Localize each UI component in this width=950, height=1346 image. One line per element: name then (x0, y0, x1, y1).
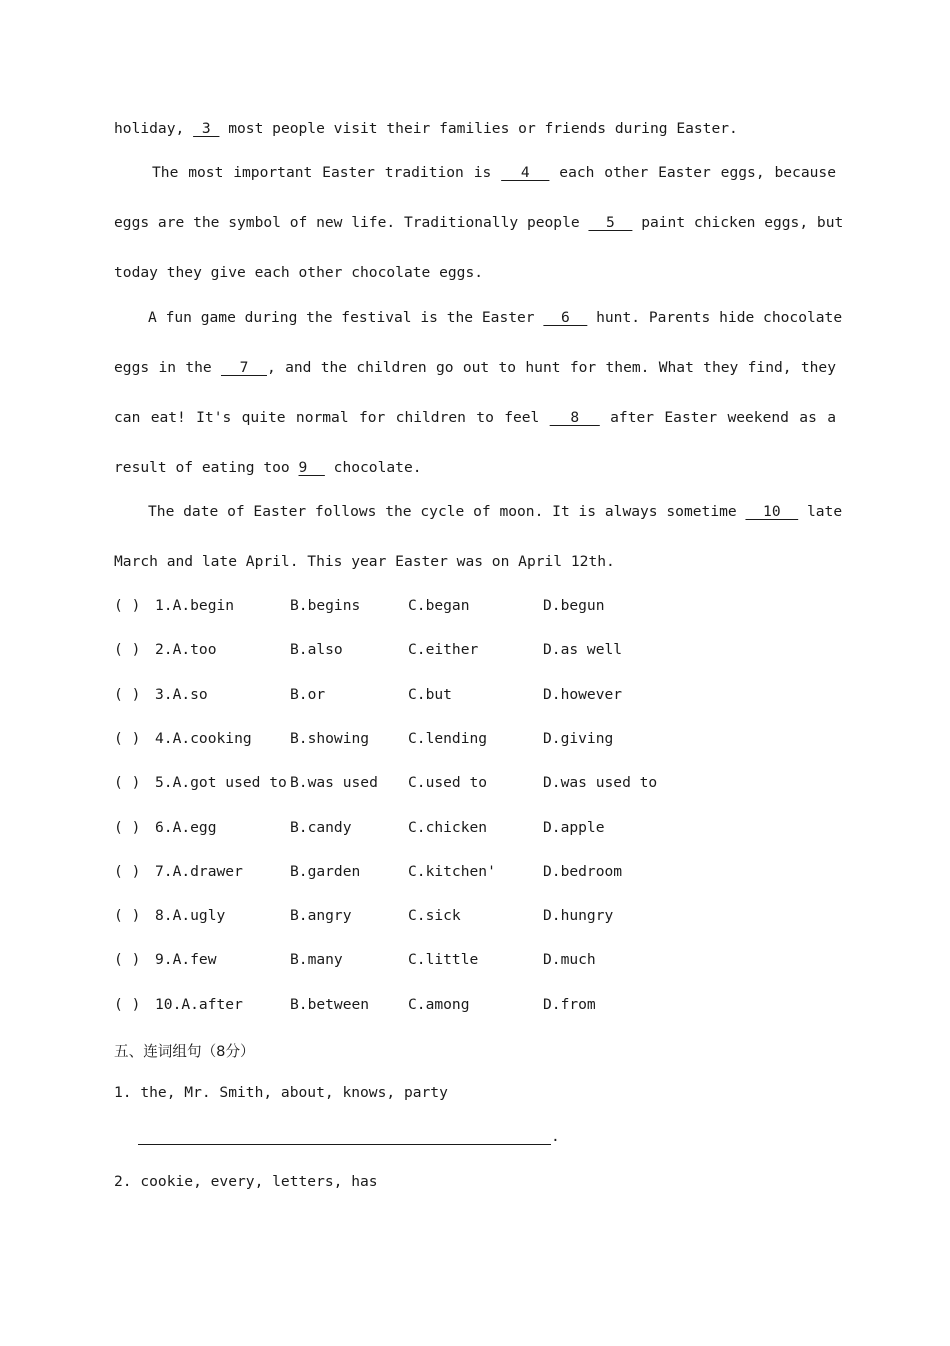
blank-3: 3 (193, 120, 220, 137)
option-b: B.or (290, 686, 326, 703)
answer-line[interactable] (138, 1144, 551, 1145)
option-b: B.between (290, 996, 370, 1013)
period-mark: . (551, 1128, 560, 1145)
option-a: 5.A.got used to (155, 774, 287, 791)
option-d: D.was used to (543, 774, 658, 791)
answer-paren[interactable]: ( ) (114, 819, 141, 836)
passage-line: holiday, 3 most people visit their families or friends during Easter. (114, 120, 738, 137)
passage-line: March and late April. This year Easter was on April 12th. (114, 553, 615, 570)
blank-5: 5 (588, 214, 633, 231)
answer-paren[interactable]: ( ) (114, 774, 141, 791)
option-c: C.lending (408, 730, 488, 747)
option-b: B.showing (290, 730, 370, 747)
section-heading: 五、连词组句（8分） (114, 1043, 255, 1060)
option-c: C.but (408, 686, 452, 703)
passage-line: The date of Easter follows the cycle of moon. It is always sometime 10 late (148, 503, 843, 520)
option-c: C.used to (408, 774, 488, 791)
option-d: D.giving (543, 730, 614, 747)
answer-paren[interactable]: ( ) (114, 686, 141, 703)
option-d: D.as well (543, 641, 623, 658)
sentence-prompt: 2. cookie, every, letters, has (114, 1173, 378, 1190)
option-c: C.among (408, 996, 470, 1013)
option-a: 1.A.begin (155, 597, 235, 614)
answer-paren[interactable]: ( ) (114, 863, 141, 880)
option-d: D.begun (543, 597, 605, 614)
answer-paren[interactable]: ( ) (114, 951, 141, 968)
passage-line: result of eating too 9 chocolate. (114, 459, 422, 476)
passage-line: today they give each other chocolate eggs. (114, 264, 484, 281)
option-a: 10.A.after (155, 996, 243, 1013)
blank-4: 4 (501, 164, 550, 181)
option-b: B.begins (290, 597, 361, 614)
option-c: C.either (408, 641, 479, 658)
answer-paren[interactable]: ( ) (114, 641, 141, 658)
passage-line: A fun game during the festival is the Easter 6 hunt. Parents hide chocolate (148, 309, 843, 326)
passage-line: The most important Easter tradition is 4 each other Easter eggs, because (152, 164, 836, 181)
option-a: 9.A.few (155, 951, 217, 968)
blank-9: 9 (298, 459, 325, 476)
option-d: D.much (543, 951, 596, 968)
option-b: B.candy (290, 819, 352, 836)
option-c: C.chicken (408, 819, 488, 836)
option-a: 6.A.egg (155, 819, 217, 836)
option-a: 4.A.cooking (155, 730, 252, 747)
option-a: 8.A.ugly (155, 907, 226, 924)
option-b: B.angry (290, 907, 352, 924)
answer-paren[interactable]: ( ) (114, 907, 141, 924)
option-a: 2.A.too (155, 641, 217, 658)
answer-paren[interactable]: ( ) (114, 730, 141, 747)
blank-7: 7 (220, 359, 267, 376)
blank-6: 6 (543, 309, 588, 326)
option-b: B.was used (290, 774, 378, 791)
passage-line: can eat! It's quite normal for children to feel 8 after Easter weekend as a (114, 409, 836, 426)
option-d: D.however (543, 686, 623, 703)
passage-line: eggs are the symbol of new life. Traditionally people 5 paint chicken eggs, but (114, 214, 844, 231)
option-c: C.began (408, 597, 470, 614)
option-d: D.apple (543, 819, 605, 836)
option-d: D.hungry (543, 907, 614, 924)
blank-8: 8 (549, 409, 600, 426)
option-b: B.garden (290, 863, 361, 880)
option-d: D.bedroom (543, 863, 623, 880)
option-c: C.sick (408, 907, 461, 924)
blank-10: 10 (745, 503, 799, 520)
sentence-prompt: 1. the, Mr. Smith, about, knows, party (114, 1084, 448, 1101)
option-d: D.from (543, 996, 596, 1013)
option-c: C.little (408, 951, 479, 968)
option-c: C.kitchen' (408, 863, 496, 880)
option-a: 3.A.so (155, 686, 208, 703)
option-b: B.many (290, 951, 343, 968)
answer-paren[interactable]: ( ) (114, 996, 141, 1013)
passage-line: eggs in the 7 , and the children go out to hunt for them. What they find, they (114, 359, 836, 376)
answer-paren[interactable]: ( ) (114, 597, 141, 614)
option-b: B.also (290, 641, 343, 658)
option-a: 7.A.drawer (155, 863, 243, 880)
